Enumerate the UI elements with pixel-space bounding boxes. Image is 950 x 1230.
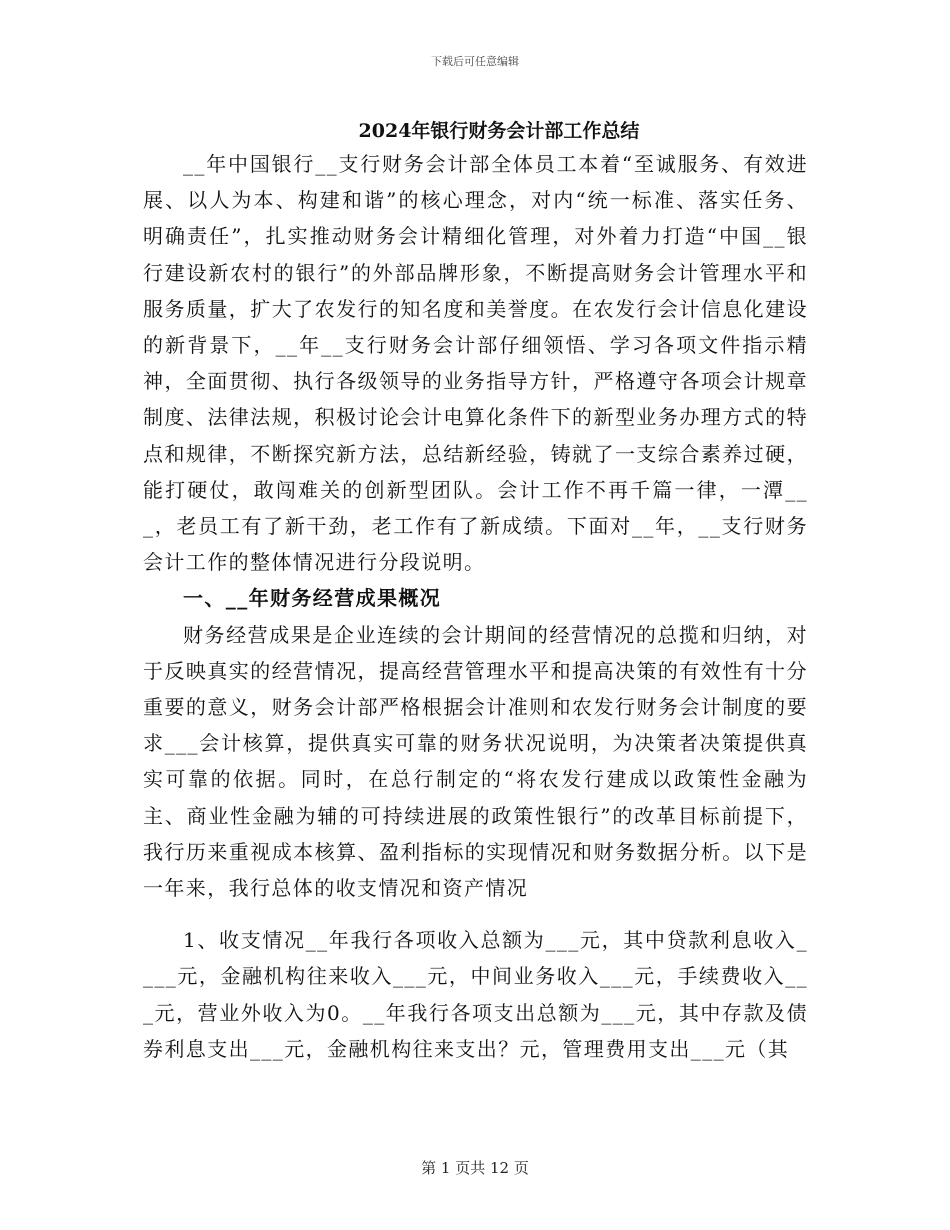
header-note: 下载后可任意编辑 bbox=[431, 55, 519, 68]
document-body bbox=[143, 146, 808, 1067]
document-title: 2024年银行财务会计部工作总结 bbox=[358, 120, 640, 142]
section-paragraph-overview: 财务经营成果是企业连续的会计期间的经营情况的总揽和归纳，对于反映真实的经营情况，提高经营管理水平和提高决策的有效性有十分重要的意义，财务会计部严格根据会计准则和农发行财务会计制度的要求___会计核算，提供真实可靠的财务状况说明，为决策者决策提供真实可靠的依据。同时，在总行制定的“将农发行建成以政策性金融为主、商业性金融为辅的可持续进展的政策性银行”的改革目标前提下，我行历来重视成本核算、盈利指标的实现情况和财务数据分析。以下是一年来，我行总体的收支情况和资产情况 bbox=[143, 622, 808, 901]
section-heading: 一、__年财务经营成果概况 bbox=[183, 586, 442, 611]
intro-paragraph: __年中国银行__支行财务会计部全体员工本着“至诚服务、有效进展、以人为本、构建和谐”的核心理念，对内“统一标准、落实任务、明确责任”，扎实推动财务会计精细化管理，对外着力打造“中国__银行建设新农村的银行”的外部品牌形象，不断提高财务会计管理水平和服务质量，扩大了农发行的知名度和美誉度。在农发行会计信息化建设的新背景下，__年__支行财务会计部仔细领悟、学习各项文件指示精神，全面贯彻、执行各级领导的业务指导方针，严格遵守各项会计规章制度、法律法规，积极讨论会计电算化条件下的新型业务办理方式的特点和规律，不断探究新方法，总结新经验，铸就了一支综合素养过硬，能打硬仗，敢闯难关的创新型团队。会计工作不再千篇一律，一潭___，老员工有了新干劲，老工作有了新成绩。下面对__年，__支行财务会计工作的整体情况进行分段说明。 bbox=[143, 152, 808, 575]
section-paragraph-income-expense: 1、收支情况__年我行各项收入总额为___元，其中贷款利息收入____元，金融机构往来收入___元，中间业务收入___元，手续费收入___元，营业外收入为0。__年我行各项支出总额为___元，其中存款及债券利息支出___元，金融机构往来支出？元，管理费用支出___元（其 bbox=[143, 928, 808, 1061]
page-number: 第 1 页共 12 页 bbox=[421, 1159, 529, 1177]
